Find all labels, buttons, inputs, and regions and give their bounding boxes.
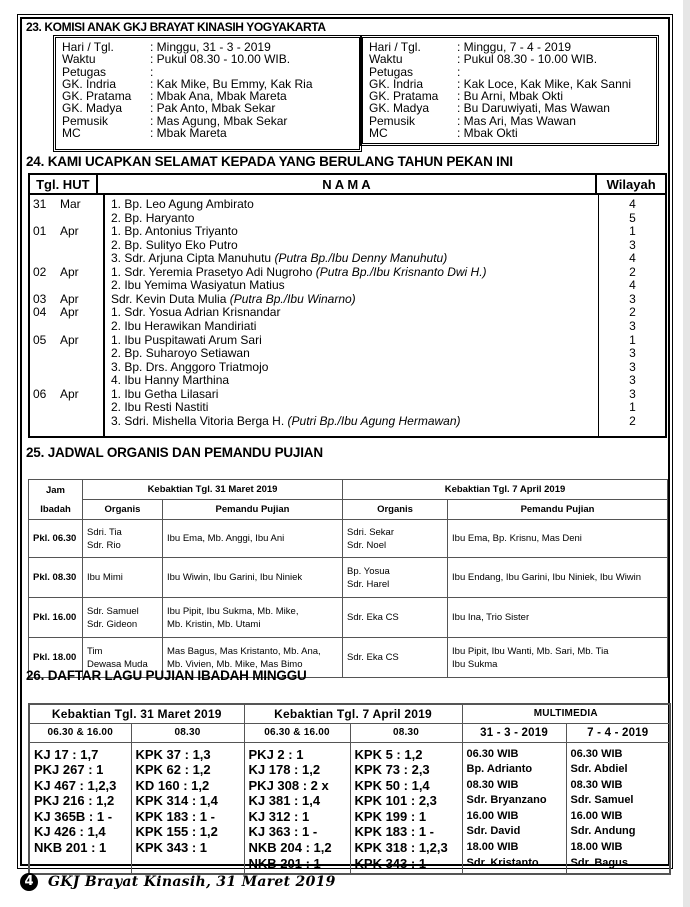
komisi-label: Pemusik (369, 113, 416, 128)
sub-header: 31 - 3 - 2019 (462, 723, 566, 742)
pemandu-header-2: Pemandu Pujian (448, 500, 668, 520)
person-name: 2. Ibu Resti Nastiti (111, 400, 209, 415)
birthday-name (111, 320, 256, 334)
organist-31-mar-line: Tim (87, 645, 103, 657)
song-entry: KJ 467 : 1,2,3 (34, 777, 117, 793)
songs-31-mar-0830 (131, 742, 244, 874)
birthday-name (111, 306, 280, 320)
person-name: 3. Sdr. Arjuna Cipta Manuhutu (111, 251, 275, 266)
organist-row (29, 598, 668, 638)
birthday-row (30, 279, 665, 293)
multimedia-entry: Bp. Adrianto (466, 763, 533, 776)
birthday-name (111, 198, 254, 212)
song-entry: KPK 343 : 1 (135, 840, 208, 856)
komisi-value: : (150, 64, 154, 79)
komisi-value: : Bu Daruwiyati, Mas Wawan (457, 101, 610, 116)
worship-leader-7-apr-line: Ibu Pipit, Ibu Wanti, Mb. Sari, Mb. Tia (452, 645, 609, 657)
worship-leader-31-mar-line: Mb. Kristin, Mb. Utami (167, 618, 261, 630)
song-service-2-header: Kebaktian Tgl. 7 April 2019 (244, 704, 462, 723)
song-entry: KPK 199 : 1 (354, 808, 427, 824)
birthday-name (111, 212, 194, 226)
birthday-name (111, 252, 447, 266)
komisi-value: : (457, 64, 461, 79)
multimedia-entry: Sdr. Bryanzano (466, 794, 547, 807)
song-entry: KPK 5 : 1,2 (354, 746, 423, 762)
service-time: Pkl. 16.00 (29, 598, 83, 638)
parent-note: (Putra Bp./Ibu Winarno) (229, 291, 356, 306)
organist-31-mar-line: Sdr. Rio (87, 539, 121, 551)
song-entry: KPK 101 : 2,3 (354, 793, 437, 809)
birthday-name (111, 347, 250, 361)
song-entry: NKB 201 : 1 (34, 840, 107, 856)
birthday-region: 3 (629, 386, 636, 401)
song-entry: KJ 426 : 1,4 (34, 824, 106, 840)
birthday-name (111, 388, 218, 402)
birthday-row (30, 293, 665, 307)
komisi-label: Petugas (62, 64, 107, 79)
birthday-row (30, 212, 665, 226)
birthday-region: 2 (629, 413, 636, 428)
birthday-region: 2 (629, 305, 636, 320)
song-entry: KJ 312 : 1 (248, 808, 310, 824)
song-entry: KJ 381 : 1,4 (248, 793, 321, 809)
person-name: 3. Sdri. Mishella Vitoria Berga H. (111, 413, 288, 428)
komisi-label: Waktu (62, 52, 96, 67)
birthday-region: 4 (629, 278, 636, 293)
organist-7-apr (343, 598, 448, 638)
birthday-region: 1 (629, 224, 636, 239)
organist-7-apr (343, 520, 448, 558)
parent-note: (Putra Bp./Ibu Denny Manuhutu) (274, 251, 448, 266)
birthday-month: Apr (60, 264, 79, 279)
service-2-header: Kebaktian Tgl. 7 April 2019 (343, 480, 668, 500)
komisi-label: MC (62, 126, 81, 141)
multimedia-31-mar (462, 742, 566, 874)
service-1-header: Kebaktian Tgl. 31 Maret 2019 (83, 480, 343, 500)
komisi-label: GK. Madya (62, 101, 123, 116)
parent-note: (Putri Bp./Ibu Agung Hermawan) (287, 413, 461, 428)
komisi-row (62, 127, 353, 139)
organist-row (29, 558, 668, 598)
birthday-region: 1 (629, 400, 636, 415)
section-24-title: 24. KAMI UCAPKAN SELAMAT KEPADA YANG BERULANG TAHUN PEKAN INI (26, 154, 513, 169)
multimedia-entry: 08.30 WIB (466, 778, 519, 791)
birthday-name (111, 415, 461, 429)
komisi-value: : Minggu, 31 - 3 - 2019 (150, 40, 271, 54)
birthday-row (30, 198, 665, 212)
multimedia-entry: 06.30 WIB (466, 747, 519, 760)
birthday-day: 31 (33, 197, 47, 211)
person-name: 2. Bp. Suharoyo Setiawan (111, 346, 250, 361)
birthday-name (111, 374, 229, 388)
parent-note: (Putra Bp./Ibu Krisnanto Dwi H.) (315, 264, 487, 279)
jam-label: Jam (45, 484, 65, 496)
song-entry: KPK 62 : 1,2 (135, 762, 211, 778)
birthday-region: 3 (629, 237, 636, 252)
birthday-region: 4 (629, 197, 636, 211)
service-time: Pkl. 06.30 (29, 520, 83, 558)
worship-leader-7-apr (448, 598, 668, 638)
person-name: 1. Bp. Leo Agung Ambirato (111, 197, 254, 211)
organis-header-1: Organis (83, 500, 163, 520)
page-frame (17, 14, 673, 869)
birthday-row (30, 388, 665, 402)
person-name: 1. Ibu Getha Lilasari (111, 386, 219, 401)
col-header-name: N A M A (97, 174, 597, 194)
multimedia-entry: 08.30 WIB (570, 778, 623, 791)
komisi-row (62, 53, 353, 65)
komisi-value: : Pukul 08.30 - 10.00 WIB. (457, 52, 598, 67)
page-footer (20, 873, 336, 891)
birthday-day: 02 (33, 264, 47, 279)
komisi-value: : Mbak Okti (457, 126, 518, 141)
multimedia-entry: Sdr. David (466, 825, 521, 838)
person-name: 1. Ibu Puspitawati Arum Sari (111, 332, 262, 347)
organist-7-apr-line: Sdr. Harel (347, 578, 390, 590)
komisi-row (62, 102, 353, 114)
sub-header: 08.30 (350, 723, 462, 742)
song-entry: KJ 17 : 1,7 (34, 746, 99, 762)
organist-31-mar (83, 558, 163, 598)
birthday-row (30, 225, 665, 239)
birthday-region: 3 (629, 373, 636, 388)
komisi-value: : Mas Ari, Mas Wawan (457, 113, 576, 128)
komisi-value: : Pak Anto, Mbak Sekar (150, 101, 276, 116)
organist-7-apr (343, 638, 448, 678)
song-entry: KPK 183 : 1 - (354, 824, 434, 840)
song-entry: KPK 314 : 1,4 (135, 793, 218, 809)
song-entry: KPK 37 : 1,3 (135, 746, 211, 762)
birthday-name (111, 225, 238, 239)
birthday-month: Apr (60, 224, 79, 239)
worship-leader-31-mar (163, 598, 343, 638)
birthday-region: 3 (629, 346, 636, 361)
organist-7-apr-line: Sdr. Eka CS (347, 612, 399, 623)
service-time: Pkl. 08.30 (29, 558, 83, 598)
organist-31-mar (83, 520, 163, 558)
person-name: 2. Bp. Sulityo Eko Putro (111, 237, 238, 252)
song-entry: KPK 73 : 2,3 (354, 762, 430, 778)
multimedia-entry: Sdr. Kristanto (466, 856, 539, 869)
komisi-label: GK. Pratama (62, 89, 132, 104)
birthday-region: 3 (629, 291, 636, 306)
worship-leader-31-mar-line: Ibu Pipit, Ibu Sukma, Mb. Mike, (167, 605, 299, 617)
birthday-day: 04 (33, 305, 47, 320)
song-entry: PKJ 267 : 1 (34, 762, 104, 778)
organist-7-apr-line: Sdr. Noel (347, 539, 387, 551)
birthday-row (30, 266, 665, 280)
komisi-label: GK. Indria (369, 76, 424, 91)
organist-31-mar-line: Sdr. Gideon (87, 618, 138, 630)
birthday-name (111, 334, 262, 348)
komisi-label: Hari / Tgl. (62, 40, 114, 54)
komisi-value: : Pukul 08.30 - 10.00 WIB. (150, 52, 291, 67)
birthday-table-header (28, 173, 667, 195)
birthday-name (111, 266, 487, 280)
birthday-region: 2 (629, 264, 636, 279)
organist-31-mar-line: Ibu Mimi (87, 572, 123, 583)
komisi-value: : Minggu, 7 - 4 - 2019 (457, 40, 572, 54)
birthday-name (111, 361, 268, 375)
person-name: 2. Ibu Yemima Wasiyatun Matius (111, 278, 285, 293)
multimedia-entry: 06.30 WIB (570, 747, 623, 760)
komisi-row (369, 127, 650, 139)
song-entry: PKJ 2 : 1 (248, 746, 304, 762)
ibadah-label: Ibadah (40, 503, 71, 515)
person-name: 1. Sdr. Yosua Adrian Krisnandar (111, 305, 281, 320)
birthday-row (30, 415, 665, 429)
birthday-row (30, 361, 665, 375)
worship-leader-31-mar-line: Mas Bagus, Mas Kristanto, Mb. Ana, (167, 645, 321, 657)
service-time: Pkl. 18.00 (29, 638, 83, 678)
komisi-label: Waktu (369, 52, 403, 67)
organist-schedule-table (28, 479, 668, 678)
birthday-month: Mar (60, 197, 81, 211)
worship-leader-31-mar (163, 558, 343, 598)
organist-7-apr-line: Sdr. Eka CS (347, 652, 399, 663)
person-name: Sdr. Kevin Duta Mulia (111, 291, 230, 306)
birthday-row (30, 239, 665, 253)
multimedia-header: MULTIMEDIA (462, 704, 670, 723)
komisi-row (369, 102, 650, 114)
songs-7-apr-0830 (350, 742, 462, 874)
birthday-region: 5 (629, 210, 636, 225)
song-entry: KD 160 : 1,2 (135, 777, 210, 793)
komisi-value: : Mbak Ana, Mbak Mareta (150, 89, 287, 104)
birthday-month: Apr (60, 291, 79, 306)
komisi-schedule-7-apr (362, 37, 657, 144)
page-edge-strip (683, 0, 690, 907)
person-name: 2. Bp. Haryanto (111, 210, 195, 225)
worship-leader-7-apr-line: Ibu Ina, Trio Sister (452, 612, 530, 623)
komisi-schedule-31-mar (55, 37, 360, 150)
komisi-label: GK. Indria (62, 76, 117, 91)
multimedia-entry: Sdr. Andung (570, 825, 636, 838)
birthday-region: 3 (629, 318, 636, 333)
song-entry: KPK 343 : 1 (354, 855, 427, 871)
birthday-month: Apr (60, 386, 79, 401)
multimedia-entry: 18.00 WIB (570, 841, 623, 854)
birthday-day: 01 (33, 224, 47, 239)
organist-31-mar-line: Sdr. Samuel (87, 605, 139, 617)
song-list-table (28, 703, 671, 875)
komisi-value: : Kak Loce, Kak Mike, Kak Sanni (457, 76, 632, 91)
organis-header-2: Organis (343, 500, 448, 520)
worship-leader-7-apr-line: Ibu Endang, Ibu Garini, Ibu Niniek, Ibu Wiwin (452, 572, 642, 583)
song-entry: KPK 318 : 1,2,3 (354, 840, 448, 856)
komisi-label: GK. Madya (369, 101, 430, 116)
song-entry: NKB 201 : 1 (248, 855, 321, 871)
organist-7-apr (343, 558, 448, 598)
organist-31-mar-line: Sdri. Tia (87, 526, 122, 538)
organist-7-apr-line: Sdri. Sekar (347, 526, 395, 538)
multimedia-entry: Sdr. Samuel (570, 794, 634, 807)
komisi-value: : Mbak Mareta (150, 126, 227, 141)
komisi-value: : Bu Arni, Mbak Okti (457, 89, 564, 104)
komisi-label: MC (369, 126, 388, 141)
song-entry: KPK 50 : 1,4 (354, 777, 430, 793)
song-entry: KJ 363 : 1 - (248, 824, 318, 840)
col-header-region: Wilayah (596, 174, 666, 194)
komisi-label: Petugas (369, 64, 414, 79)
song-entry: KPK 155 : 1,2 (135, 824, 218, 840)
multimedia-7-apr (566, 742, 670, 874)
sub-header: 08.30 (131, 723, 244, 742)
person-name: 2. Ibu Herawikan Mandiriati (111, 318, 257, 333)
person-name: 1. Bp. Antonius Triyanto (111, 224, 238, 239)
birthday-month: Apr (60, 305, 79, 320)
birthday-name (111, 239, 238, 253)
organist-row (29, 520, 668, 558)
birthday-row (30, 374, 665, 388)
birthday-row (30, 320, 665, 334)
worship-leader-7-apr (448, 520, 668, 558)
birthday-region: 1 (629, 332, 636, 347)
birthday-region: 4 (629, 251, 636, 266)
page-content (20, 17, 670, 871)
birthday-day: 06 (33, 386, 47, 401)
person-name: 1. Sdr. Yeremia Prasetyo Adi Nugroho (111, 264, 316, 279)
multimedia-entry: Sdr. Bagus (570, 856, 628, 869)
komisi-label: GK. Pratama (369, 89, 439, 104)
sub-header: 06.30 & 16.00 (29, 723, 131, 742)
song-service-1-header: Kebaktian Tgl. 31 Maret 2019 (29, 704, 244, 723)
birthday-row (30, 252, 665, 266)
song-entry: PKJ 308 : 2 x (248, 777, 329, 793)
section-25-title: 25. JADWAL ORGANIS DAN PEMANDU PUJIAN (26, 445, 323, 460)
birthday-month: Apr (60, 332, 79, 347)
jam-ibadah-header (29, 480, 83, 520)
organist-31-mar (83, 598, 163, 638)
worship-leader-7-apr (448, 638, 668, 678)
footer-title: GKJ Brayat Kinasih, 31 Maret 2019 (48, 874, 336, 890)
birthday-region: 3 (629, 359, 636, 374)
worship-leader-7-apr (448, 558, 668, 598)
song-entry: PKJ 216 : 1,2 (34, 793, 115, 809)
person-name: 4. Ibu Hanny Marthina (111, 373, 230, 388)
komisi-value: : Mas Agung, Mbak Sekar (150, 113, 288, 128)
songs-7-apr-0630-1600 (244, 742, 350, 874)
birthday-name (111, 401, 208, 415)
komisi-value: : Kak Mike, Bu Emmy, Kak Ria (150, 76, 313, 91)
song-entry: KPK 183 : 1 - (135, 808, 215, 824)
multimedia-entry: 16.00 WIB (466, 809, 519, 822)
worship-leader-7-apr-line: Ibu Ema, Bp. Krisnu, Mas Deni (452, 533, 582, 544)
multimedia-entry: 18.00 WIB (466, 841, 519, 854)
birthday-row (30, 334, 665, 348)
birthday-row (30, 306, 665, 320)
birthday-day: 03 (33, 291, 47, 306)
person-name: 3. Bp. Drs. Anggoro Triatmojo (111, 359, 269, 374)
songs-31-mar-0630-1600 (29, 742, 131, 874)
page-number-badge: 4 (20, 873, 38, 891)
song-entry: NKB 204 : 1,2 (248, 840, 332, 856)
birthday-row (30, 347, 665, 361)
birthday-name (111, 293, 356, 307)
organist-31-mar-line: Dewasa Muda (87, 658, 148, 670)
komisi-label: Pemusik (62, 113, 109, 128)
col-header-date: Tgl. HUT (29, 174, 97, 194)
multimedia-entry: Sdr. Abdiel (570, 763, 628, 776)
komisi-row (369, 53, 650, 65)
sub-header: 7 - 4 - 2019 (566, 723, 670, 742)
komisi-label: Hari / Tgl. (369, 40, 421, 54)
worship-leader-31-mar (163, 520, 343, 558)
birthday-row (30, 401, 665, 415)
section-23-title: 23. KOMISI ANAK GKJ BRAYAT KINASIH YOGYAKARTA (26, 20, 326, 34)
worship-leader-31-mar-line: Ibu Wiwin, Ibu Garini, Ibu Niniek (167, 572, 303, 583)
section-26-title: 26. DAFTAR LAGU PUJIAN IBADAH MINGGU (26, 668, 307, 683)
worship-leader-31-mar-line: Mb. Vivien, Mb. Mike, Mas Bimo (167, 658, 303, 670)
worship-leader-31-mar-line: Ibu Ema, Mb. Anggi, Ibu Ani (167, 533, 285, 544)
worship-leader-7-apr-line: Ibu Sukma (452, 658, 498, 670)
birthday-name (111, 279, 285, 293)
song-entry: KJ 365B : 1 - (34, 808, 113, 824)
organist-7-apr-line: Bp. Yosua (347, 565, 390, 577)
sub-header: 06.30 & 16.00 (244, 723, 350, 742)
multimedia-entry: 16.00 WIB (570, 809, 623, 822)
song-entry: KJ 178 : 1,2 (248, 762, 321, 778)
pemandu-header-1: Pemandu Pujian (163, 500, 343, 520)
birthday-day: 05 (33, 332, 47, 347)
birthday-table-body (28, 194, 667, 438)
